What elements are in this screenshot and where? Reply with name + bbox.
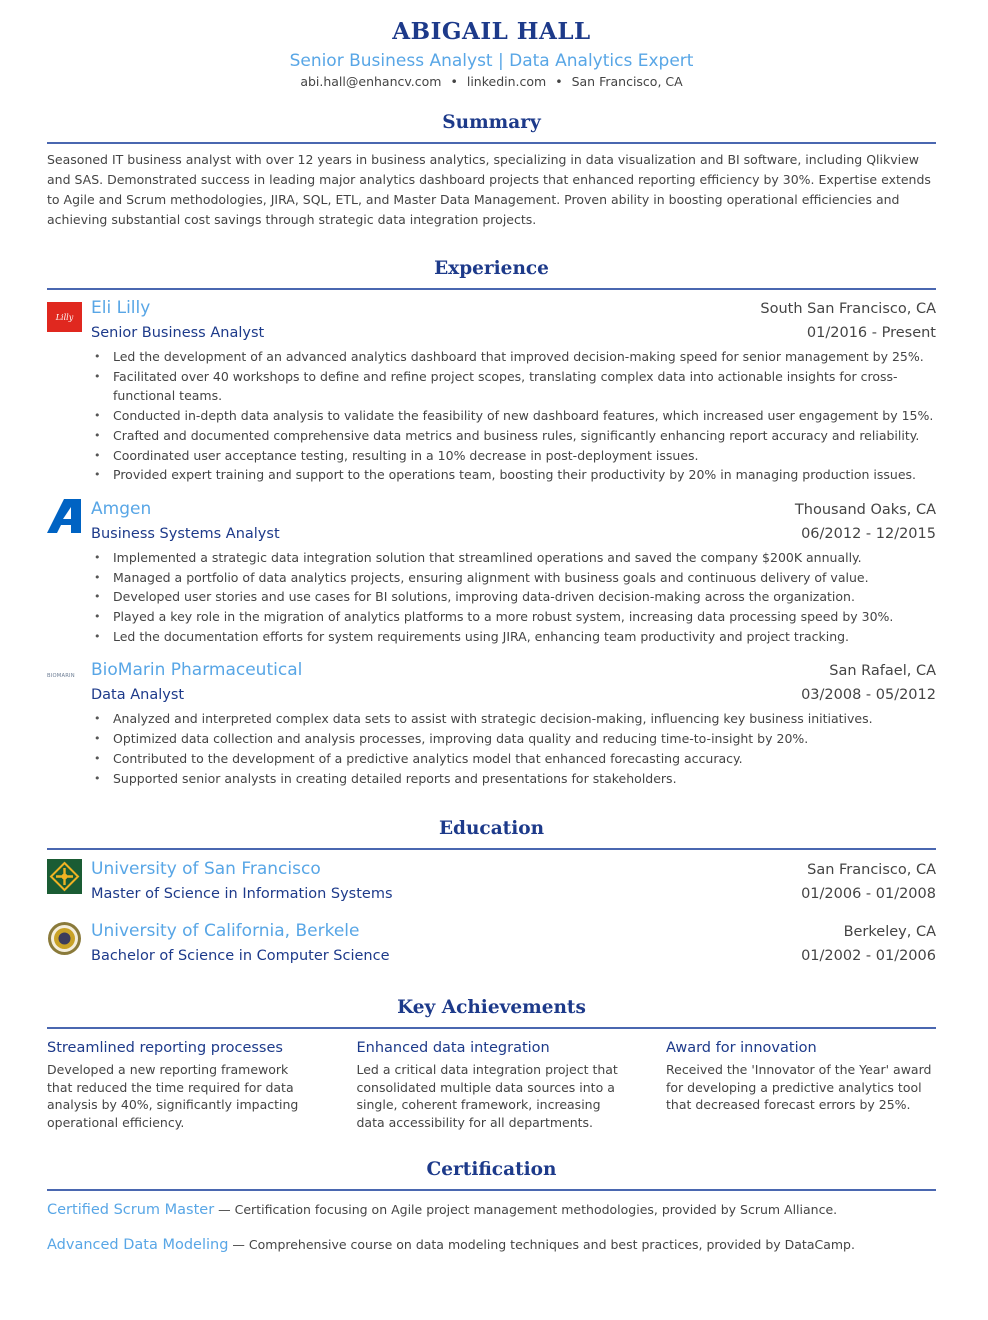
separator: • [555, 74, 563, 89]
resume-header [47, 17, 936, 91]
linkedin-link[interactable]: linkedin.com [466, 74, 547, 89]
bullet-item: • Crafted and documented comprehensive data metrics and business rules, significantly enhancing report accuracy and reliability. [91, 426, 936, 446]
usf-logo [47, 859, 82, 898]
biomarin-logo [47, 665, 83, 684]
job-dates: 01/2016 - Present [806, 325, 936, 341]
job-title: Business Systems Analyst [91, 525, 280, 542]
job-entry [47, 497, 936, 647]
bullet-item: • Facilitated over 40 workshops to define and refine project scopes, translating complex data into actionable insights for cross-functional teams. [91, 367, 936, 406]
section-divider [47, 1027, 936, 1029]
education-entry [47, 919, 936, 968]
lilly-logo-text: Lilly [55, 313, 74, 322]
company-name: BioMarin Pharmaceutical [91, 660, 303, 681]
certification-description: Certification focusing on Agile project management methodologies, provided by Scrum Alliance. [234, 1202, 838, 1218]
berkeley-seal-logo [47, 921, 82, 960]
company-name: Amgen [91, 498, 152, 519]
bullet-item: • Implemented a strategic data integration solution that streamlined operations and saved the company $200K annually. [91, 548, 936, 568]
bullet-item: • Supported senior analysts in creating detailed reports and presentations for stakeholders. [91, 769, 936, 789]
achievement-title: Streamlined reporting processes [47, 1040, 283, 1057]
section-divider [47, 142, 936, 144]
job-location: San Rafael, CA [829, 663, 936, 680]
bullet-item: • Played a key role in the migration of analytics platforms to a more robust system, increasing data processing speed by 30%. [91, 607, 936, 627]
section-title-summary: Summary [442, 112, 541, 133]
degree: Bachelor of Science in Computer Science [91, 948, 390, 965]
bullet-item: • Developed user stories and use cases for BI solutions, improving data-driven decision-making across the organization. [91, 587, 936, 607]
section-title-achievements: Key Achievements [397, 997, 586, 1019]
achievement-description: Received the 'Innovator of the Year' award for developing a predictive analytics tool that decreased forecast errors by 25%. [666, 1062, 932, 1113]
achievement-title: Award for innovation [666, 1040, 817, 1057]
dash: — [232, 1237, 245, 1253]
job-dates: 06/2012 - 12/2015 [801, 525, 936, 542]
bullet-item: • Analyzed and interpreted complex data sets to assist with strategic decision-making, influencing key business initiatives. [91, 709, 936, 729]
job-entry [47, 658, 936, 788]
job-entry [47, 296, 936, 485]
school-location: San Francisco, CA [807, 862, 936, 879]
candidate-name: ABIGAIL HALL [392, 18, 591, 45]
job-dates: 03/2008 - 05/2012 [801, 687, 936, 704]
job-location: Thousand Oaks, CA [794, 501, 936, 518]
bullet-item: • Coordinated user acceptance testing, resulting in a 10% decrease in post-deployment issues. [91, 446, 936, 466]
achievement-card [47, 1038, 317, 1131]
amgen-logo [47, 499, 83, 537]
section-title-experience: Experience [434, 258, 549, 279]
section-title-education: Education [438, 818, 545, 840]
education-dates: 01/2006 - 01/2008 [801, 886, 936, 903]
achievement-description: Developed a new reporting framework that reduced the time required for data analysis by 40%, significantly impacting operational efficiency. [47, 1062, 299, 1130]
section-divider [47, 848, 936, 850]
resume-page [47, 0, 936, 1256]
candidate-headline: Senior Business Analyst | Data Analytics Expert [289, 51, 694, 71]
summary-section [47, 110, 936, 230]
achievement-description: Led a critical data integration project that consolidated multiple data sources into a single, coherent framework, increasing data accessibility for all departments. [356, 1062, 618, 1130]
education-entry [47, 857, 936, 906]
school-location: Berkeley, CA [843, 924, 936, 941]
achievements-grid [47, 1038, 936, 1131]
bullet-item: • Optimized data collection and analysis processes, improving data quality and reducing time-to-insight by 20%. [91, 729, 936, 749]
biomarin-logo-text: BIOMARIN [47, 673, 75, 680]
dash: — [218, 1202, 231, 1218]
email-link[interactable]: abi.hall@enhancv.com [300, 74, 442, 89]
section-divider [47, 1189, 936, 1191]
job-bullets [91, 548, 936, 647]
education-dates: 01/2002 - 01/2006 [801, 948, 936, 965]
contact-line [47, 73, 936, 91]
job-location: South San Francisco, CA [760, 301, 936, 317]
achievement-title: Enhanced data integration [356, 1040, 550, 1057]
certification-description: Comprehensive course on data modeling techniques and best practices, provided by DataCamp. [248, 1237, 855, 1253]
achievements-section [47, 995, 936, 1131]
section-title-certification: Certification [426, 1159, 557, 1181]
experience-section [47, 256, 936, 788]
job-title: Data Analyst [91, 687, 185, 704]
certification-name: Certified Scrum Master [47, 1202, 215, 1219]
education-section [47, 816, 936, 968]
bullet-item: • Conducted in-depth data analysis to validate the feasibility of new dashboard features, which increased user engagement by 15%. [91, 406, 936, 426]
separator: • [450, 74, 458, 89]
bullet-item: • Provided expert training and support to the operations team, boosting their productivity by 20% in managing production issues. [91, 465, 936, 485]
bullet-item: • Led the development of an advanced analytics dashboard that improved decision-making speed for senior management by 25%. [91, 347, 936, 367]
certification-section [47, 1157, 936, 1256]
degree: Master of Science in Information Systems [91, 886, 393, 903]
job-bullets [91, 709, 936, 788]
location-text: San Francisco, CA [571, 74, 683, 89]
achievement-card [357, 1038, 627, 1131]
bullet-item: • Contributed to the development of a predictive analytics model that enhanced forecasting accuracy. [91, 749, 936, 769]
bullet-item: • Managed a portfolio of data analytics projects, ensuring alignment with business goals and continuous delivery of value. [91, 568, 936, 588]
section-divider [47, 288, 936, 290]
company-name: Eli Lilly [91, 298, 151, 318]
certification-item [47, 1199, 936, 1221]
school-name: University of San Francisco [91, 859, 321, 880]
job-title: Senior Business Analyst [91, 325, 265, 341]
achievement-card [666, 1038, 936, 1131]
certification-name: Advanced Data Modeling [47, 1237, 229, 1254]
eli-lilly-logo [47, 302, 82, 336]
summary-text: Seasoned IT business analyst with over 12 years in business analytics, specializing in data visualization and BI software, including Qlikview and SAS. Demonstrated success in leading major analytics dashboard projects that enhanced reporting efficiency by 30%. Expertise extends to Agile and Scrum methodologies, JIRA, SQL, ETL, and Master Data Management. Proven ability in boosting operational efficiencies and achieving substantial cost savings through strategic data integration projects. [47, 152, 931, 227]
certification-item [47, 1234, 936, 1256]
job-bullets [91, 347, 936, 485]
bullet-item: • Led the documentation efforts for system requirements using JIRA, enhancing team productivity and project tracking. [91, 627, 936, 647]
school-name: University of California, Berkele [91, 921, 360, 942]
